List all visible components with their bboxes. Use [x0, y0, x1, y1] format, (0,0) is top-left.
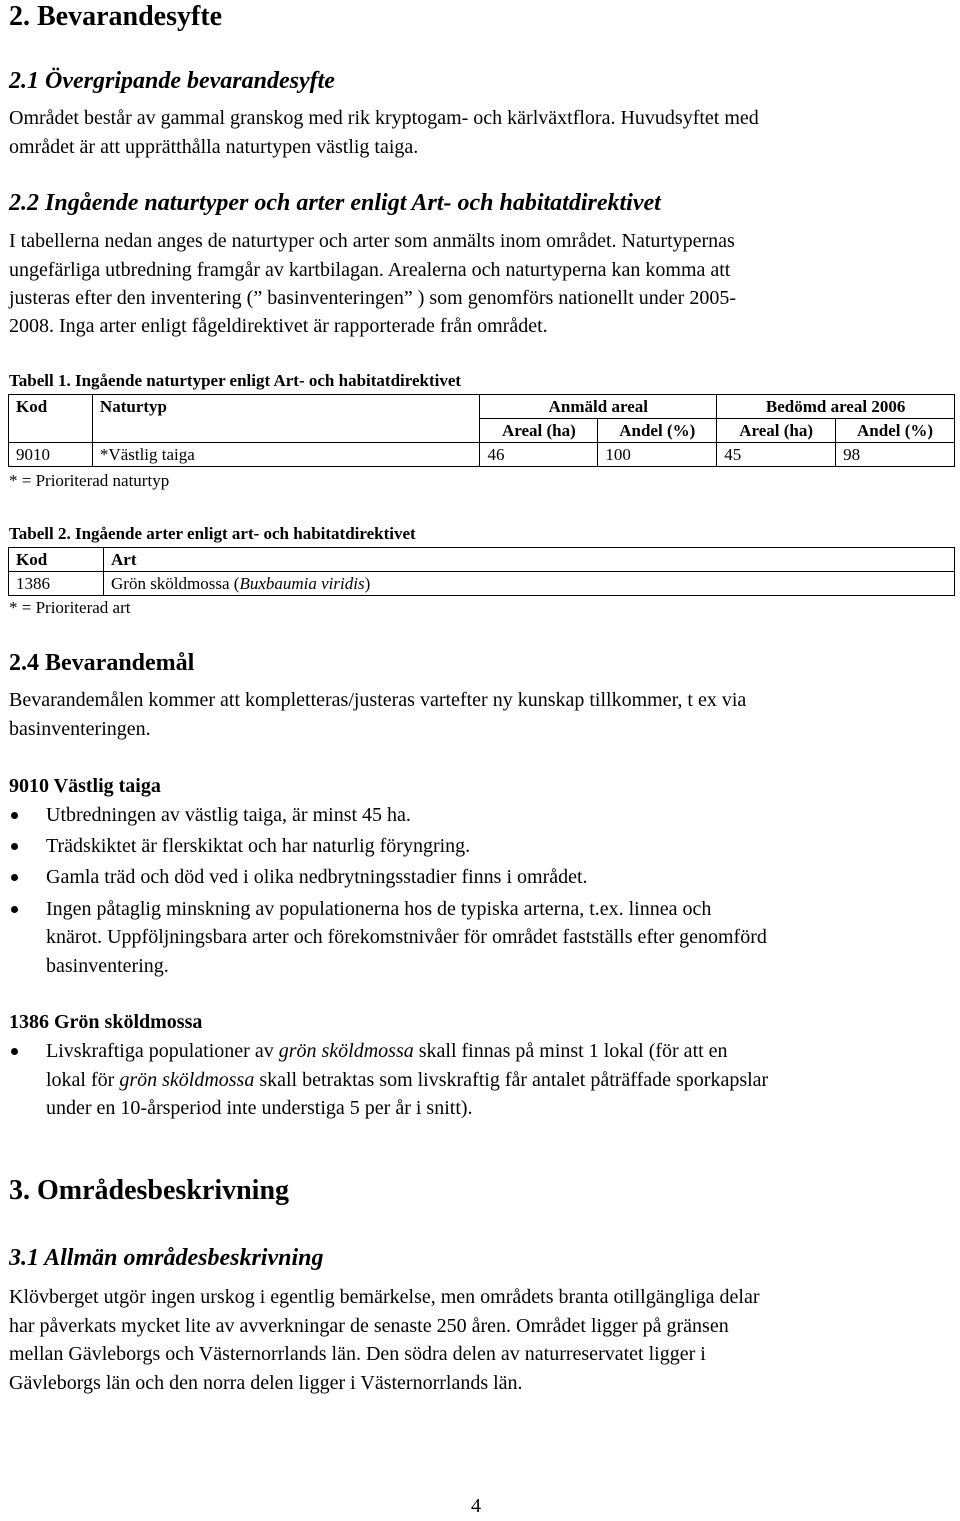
cell-andel: 100	[598, 443, 717, 467]
cell-art: Grön sköldmossa (Buxbaumia viridis)	[104, 572, 955, 596]
paragraph-line: 2008. Inga arter enligt fågeldirektivet är rapporterade från området.	[9, 315, 548, 337]
table-note: * = Prioriterad naturtyp	[9, 471, 170, 490]
goal-list	[9, 801, 955, 980]
list-item: Ingen påtaglig minskning av populationerna hos de typiska arterna, t.ex. linnea och knärot. Uppföljningsbara arter och förekomstnivåer för området fastställs efter genomförd basinventering.	[9, 895, 955, 981]
cell-naturtyp: *Västlig taiga	[92, 443, 480, 467]
table-caption: Tabell 2. Ingående arter enligt art- och habitatdirektivet	[9, 524, 416, 543]
col-header-andel: Andel (%)	[836, 419, 955, 443]
bullet-icon	[11, 1048, 18, 1055]
paragraph-line: justeras efter den inventering (” basinventeringen” ) som genomförs nationellt under 2005-	[9, 287, 736, 309]
table-row	[9, 443, 955, 467]
cell-areal: 46	[480, 443, 598, 467]
col-header-anmald: Anmäld areal	[480, 395, 717, 419]
paragraph-line: basinventeringen.	[9, 718, 151, 740]
paragraph-line: I tabellerna nedan anges de naturtyper och arter som anmälts inom området. Naturtypernas	[9, 230, 735, 252]
paragraph-line: området är att upprätthålla naturtypen västlig taiga.	[9, 136, 419, 158]
section-heading-2-2: 2.2 Ingående naturtyper och arter enligt Art- och habitatdirektivet	[9, 190, 661, 216]
col-header-areal: Areal (ha)	[480, 419, 598, 443]
empty-cell	[92, 419, 480, 443]
paragraph-line: mellan Gävleborgs och Västernorrlands län. Den södra delen av naturreservatet ligger i	[9, 1343, 706, 1365]
cell-kod: 9010	[9, 443, 93, 467]
col-header-andel: Andel (%)	[598, 419, 717, 443]
table-note: * = Prioriterad art	[9, 598, 131, 617]
cell-andel: 98	[836, 443, 955, 467]
cell-kod: 1386	[9, 572, 104, 596]
subheading-gron-skoldmossa: 1386 Grön sköldmossa	[9, 1011, 203, 1033]
table-row	[9, 572, 955, 596]
paragraph-line: Bevarandemålen kommer att kompletteras/justeras vartefter ny kunskap tillkommer, t ex via	[9, 689, 747, 711]
section-heading-3-1: 3.1 Allmän områdesbeskrivning	[9, 1245, 324, 1271]
col-header-bedomd: Bedömd areal 2006	[717, 395, 955, 419]
list-item: Utbredningen av västlig taiga, är minst 45 ha.	[9, 801, 955, 830]
naturtyper-table	[8, 394, 955, 467]
section-heading-2: 2. Bevarandesyfte	[9, 1, 223, 32]
page-number: 4	[471, 1495, 481, 1517]
paragraph-line: Klövberget utgör ingen urskog i egentlig bemärkelse, men områdets branta otillgängliga delar	[9, 1286, 760, 1308]
section-heading-2-1: 2.1 Övergripande bevarandesyfte	[9, 68, 335, 94]
empty-cell	[9, 419, 93, 443]
table-caption: Tabell 1. Ingående naturtyper enligt Art- och habitatdirektivet	[9, 371, 462, 390]
col-header-kod: Kod	[9, 395, 93, 419]
arter-table	[8, 547, 955, 596]
paragraph-line: har påverkats mycket lite av avverkningar de senaste 250 åren. Området ligger på gränsen	[9, 1315, 729, 1337]
paragraph-line: ungefärliga utbredning framgår av kartbilagan. Arealerna och naturtyperna kan komma att	[9, 259, 731, 281]
subheading-vastlig-taiga: 9010 Västlig taiga	[9, 775, 161, 797]
list-item: Trädskiktet är flerskiktat och har naturlig föryngring.	[9, 832, 955, 861]
section-heading-3: 3. Områdesbeskrivning	[9, 1175, 290, 1206]
col-header-art: Art	[104, 548, 955, 572]
col-header-areal: Areal (ha)	[717, 419, 836, 443]
list-item: Gamla träd och död ved i olika nedbrytningsstadier finns i området.	[9, 863, 955, 892]
paragraph-line: Gävleborgs län och den norra delen ligger i Västernorrlands län.	[9, 1372, 523, 1394]
col-header-kod: Kod	[9, 548, 104, 572]
bullet-icon	[11, 843, 18, 850]
cell-areal: 45	[717, 443, 836, 467]
col-header-naturtyp: Naturtyp	[92, 395, 480, 419]
section-heading-2-4: 2.4 Bevarandemål	[9, 650, 195, 676]
paragraph-line: Området består av gammal granskog med rik kryptogam- och kärlväxtflora. Huvudsyftet med	[9, 107, 759, 129]
goal-list	[9, 1037, 955, 1123]
bullet-icon	[11, 812, 18, 819]
list-item: Livskraftiga populationer av grön sköldmossa skall finnas på minst 1 lokal (för att en lokal för grön sköldmossa skall betraktas som livskraftig får antalet påträffade sporkapslar under en 10-årsperiod inte understiga 5 per år i snitt).	[9, 1037, 955, 1123]
bullet-icon	[11, 874, 18, 881]
bullet-icon	[11, 906, 18, 913]
